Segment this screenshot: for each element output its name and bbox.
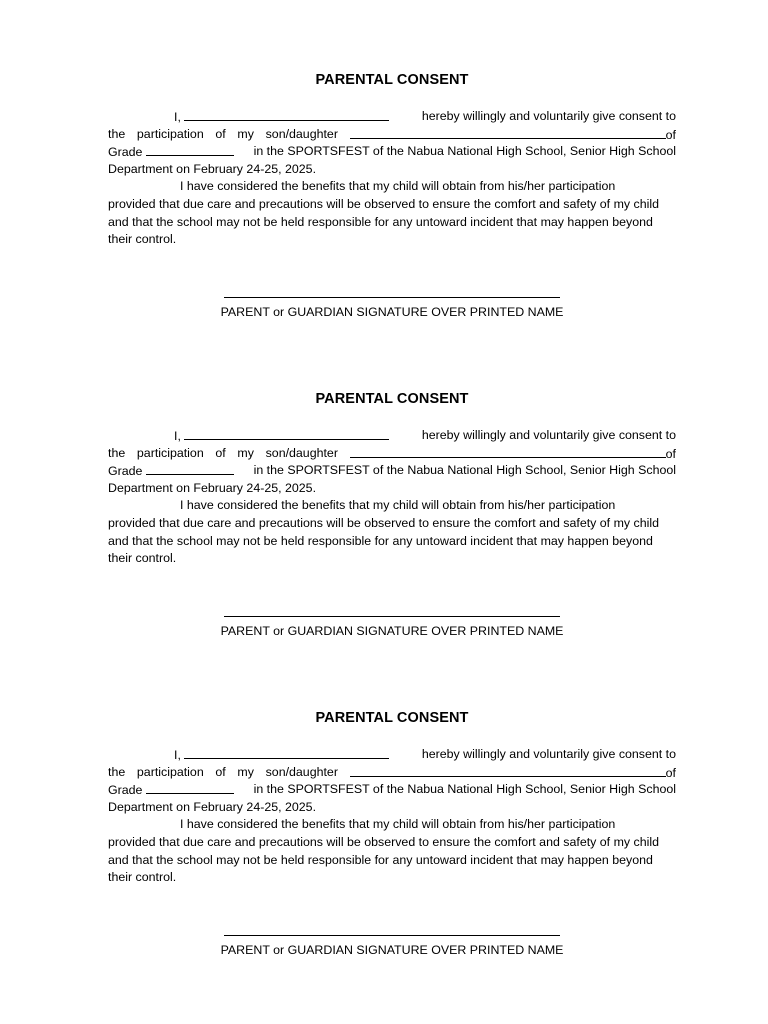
word: participation <box>136 764 204 779</box>
benefit-text: provided that due care and precautions will be observed to ensure the comfort and safety of my child <box>108 196 660 211</box>
word: my <box>237 764 254 779</box>
consent-text: Department on February 24-25, 2025. <box>108 161 317 176</box>
consent-line-4 <box>108 480 676 498</box>
signature-field[interactable] <box>224 616 560 623</box>
benefit-text: their control. <box>108 870 177 885</box>
benefit-text: their control. <box>108 232 177 247</box>
benefit-line-3 <box>108 533 676 551</box>
consent-line-3 <box>108 781 676 799</box>
form-title: PARENTAL CONSENT <box>315 391 469 407</box>
consent-line-3 <box>108 143 676 161</box>
benefit-line-2 <box>108 196 676 214</box>
consent-text: in the SPORTSFEST of the Nabua National High School, Senior High School <box>253 782 676 797</box>
consent-line-1 <box>108 427 676 445</box>
consent-text: hereby willingly and voluntarily give consent to <box>421 428 676 442</box>
consent-text: Department on February 24-25, 2025. <box>108 480 317 495</box>
grade-label: Grade <box>108 145 143 160</box>
grade-group <box>108 781 234 799</box>
benefit-line-3 <box>108 852 676 870</box>
child-name-field[interactable] <box>350 764 666 777</box>
benefit-text: I have considered the benefits that my child will obtain from his/her participation <box>180 817 616 832</box>
consent-line-4 <box>108 799 676 817</box>
signature-block <box>108 935 676 958</box>
consent-line-2 <box>108 764 676 782</box>
child-name-group <box>350 445 676 463</box>
word: of <box>215 764 226 779</box>
child-name-group <box>350 764 676 782</box>
benefit-line-4 <box>108 550 676 568</box>
consent-text <box>174 746 389 764</box>
word: of <box>665 765 676 780</box>
grade-group <box>108 143 234 161</box>
benefit-text: provided that due care and precautions will be observed to ensure the comfort and safety of my child <box>108 834 660 849</box>
consent-line-2 <box>108 445 676 463</box>
word: son/daughter <box>265 764 338 779</box>
word: son/daughter <box>265 126 338 141</box>
consent-text: Department on February 24-25, 2025. <box>108 799 317 814</box>
text-i: I, <box>174 429 181 443</box>
benefit-line-1 <box>108 178 676 196</box>
consent-text: in the SPORTSFEST of the Nabua National High School, Senior High School <box>253 144 676 159</box>
signature-field[interactable] <box>224 297 560 304</box>
grade-label: Grade <box>108 464 143 479</box>
consent-line-3 <box>108 462 676 480</box>
benefit-line-2 <box>108 515 676 533</box>
benefit-text: their control. <box>108 551 177 566</box>
benefit-line-4 <box>108 231 676 249</box>
consent-text: in the SPORTSFEST of the Nabua National High School, Senior High School <box>253 463 676 478</box>
parent-name-field[interactable] <box>184 746 389 759</box>
word: the <box>108 126 126 141</box>
grade-field[interactable] <box>146 462 234 475</box>
benefit-text: and that the school may not be held responsible for any untoward incident that may happen beyond <box>108 533 653 548</box>
word: participation <box>136 445 204 460</box>
benefit-line-4 <box>108 869 676 887</box>
child-name-group <box>350 126 676 144</box>
consent-form-3 <box>108 708 676 958</box>
parent-name-field[interactable] <box>184 427 389 440</box>
benefit-line-3 <box>108 214 676 232</box>
consent-line-2 <box>108 126 676 144</box>
word: my <box>237 445 254 460</box>
consent-text: hereby willingly and voluntarily give consent to <box>421 747 676 761</box>
word: son/daughter <box>265 445 338 460</box>
consent-text: hereby willingly and voluntarily give consent to <box>421 109 676 123</box>
grade-field[interactable] <box>146 143 234 156</box>
consent-text <box>174 108 389 126</box>
word: the <box>108 445 126 460</box>
signature-block <box>108 616 676 639</box>
signature-block <box>108 297 676 320</box>
signature-field[interactable] <box>224 935 560 942</box>
grade-label: Grade <box>108 783 143 798</box>
benefit-text: I have considered the benefits that my child will obtain from his/her participation <box>180 498 616 513</box>
word: of <box>665 127 676 142</box>
benefit-text: provided that due care and precautions will be observed to ensure the comfort and safety of my child <box>108 515 660 530</box>
text-i: I, <box>174 748 181 762</box>
consent-line-1 <box>108 746 676 764</box>
consent-paragraph <box>108 746 676 887</box>
word: participation <box>136 126 204 141</box>
signature-caption: PARENT or GUARDIAN SIGNATURE OVER PRINTED NAME <box>220 942 564 957</box>
form-title: PARENTAL CONSENT <box>315 72 469 88</box>
consent-text <box>174 427 389 445</box>
word: of <box>665 446 676 461</box>
signature-caption: PARENT or GUARDIAN SIGNATURE OVER PRINTED NAME <box>220 304 564 319</box>
word: of <box>215 445 226 460</box>
consent-form-2 <box>108 389 676 639</box>
benefit-line-2 <box>108 834 676 852</box>
signature-caption: PARENT or GUARDIAN SIGNATURE OVER PRINTED NAME <box>220 623 564 638</box>
grade-field[interactable] <box>146 781 234 794</box>
child-name-field[interactable] <box>350 126 666 139</box>
consent-form-1 <box>108 70 676 320</box>
parent-name-field[interactable] <box>184 108 389 121</box>
grade-group <box>108 462 234 480</box>
consent-paragraph <box>108 108 676 249</box>
benefit-line-1 <box>108 497 676 515</box>
consent-line-1 <box>108 108 676 126</box>
consent-paragraph <box>108 427 676 568</box>
consent-line-4 <box>108 161 676 179</box>
benefit-text: I have considered the benefits that my child will obtain from his/her participation <box>180 179 616 194</box>
word: the <box>108 764 126 779</box>
benefit-line-1 <box>108 816 676 834</box>
form-title: PARENTAL CONSENT <box>315 710 469 726</box>
benefit-text: and that the school may not be held responsible for any untoward incident that may happen beyond <box>108 852 653 867</box>
word: of <box>215 126 226 141</box>
word: my <box>237 126 254 141</box>
child-name-field[interactable] <box>350 445 666 458</box>
benefit-text: and that the school may not be held responsible for any untoward incident that may happen beyond <box>108 214 653 229</box>
text-i: I, <box>174 110 181 124</box>
